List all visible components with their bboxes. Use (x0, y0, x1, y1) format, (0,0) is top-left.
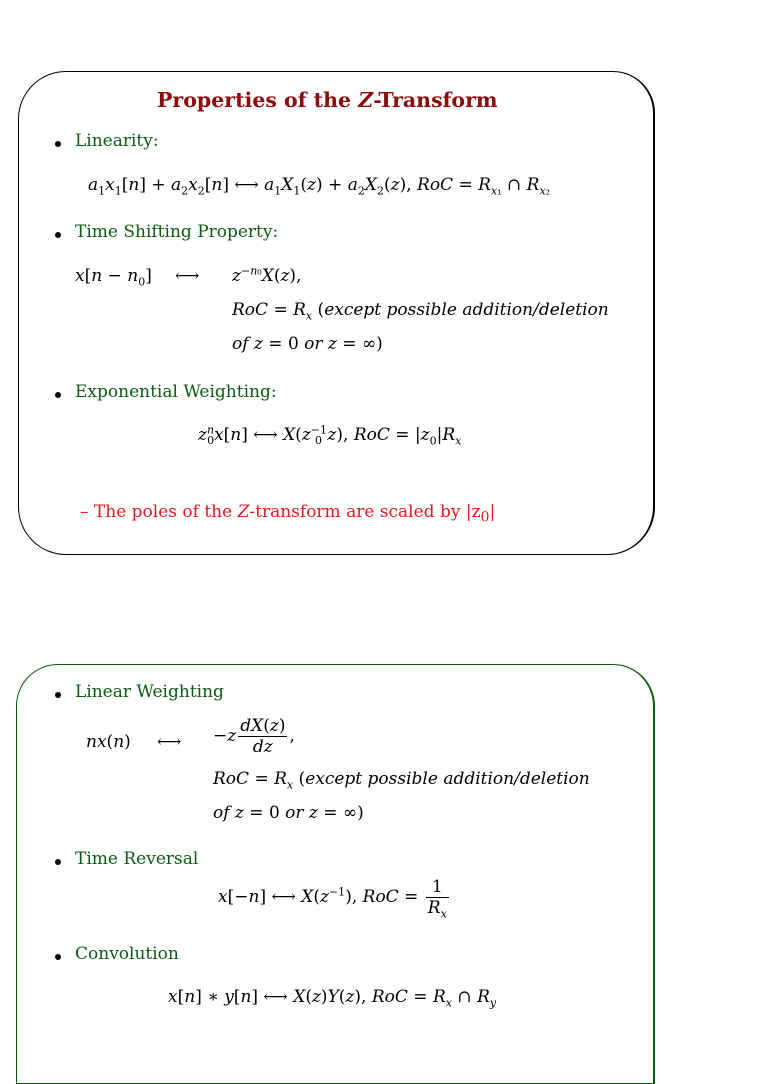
linearity-formula: $a_1x_1[n] + a_2x_2[n]$ ⟷ $a_1X_1(z) + a_2X_2(z)$, RoC = $R_{x_1}$ ∩ $R_{x_2}$ (88, 175, 551, 198)
bullet-dot (55, 859, 61, 865)
linear-weighting-rhs-1: −z $\frac{dX(z)}{dz}$ , (213, 716, 295, 757)
time-shift-label: Time Shifting Property: (75, 222, 279, 242)
time-reversal-formula: x[−n] ⟷ $X(z^{-1})$, RoC = $\frac{1}{R_x}$ (218, 877, 447, 921)
convolution-label: Convolution (75, 944, 179, 964)
linear-weighting-label: Linear Weighting (75, 682, 224, 702)
exp-weighting-formula: $z^n_0x[n]$ ⟷ $X(z^{-1}_0$ z), RoC = $|z_0|R_x$ (198, 423, 462, 448)
time-shift-rhs-1: $z^{-n_0}X(z)$, (232, 264, 302, 286)
convolution-formula: x[n] ∗ y[n] ⟷ X(z)Y(z), RoC = $R_x$ ∩ $R_y$ (168, 987, 497, 1010)
time-shift-lhs: $x[n - n_0]$ (75, 266, 152, 289)
slide-title: Properties of the Z-Transform (157, 88, 498, 112)
linear-weighting-lhs: nx(n) (86, 732, 131, 752)
bullet-dot (55, 392, 61, 398)
linear-weighting-arrow: ⟷ (157, 732, 182, 752)
bullet-dot (55, 141, 61, 147)
time-shift-rhs-3: of z = 0 or z = ∞) (232, 334, 383, 354)
time-shift-arrow: ⟷ (175, 266, 200, 286)
linear-weighting-rhs-2: RoC = $R_x$ (except possible addition/deletion (213, 769, 590, 792)
linearity-label: Linearity: (75, 131, 159, 151)
bullet-dot (55, 692, 61, 698)
bullet-dot (55, 954, 61, 960)
time-shift-rhs-2: RoC = $R_x$ (except possible addition/deletion (232, 300, 609, 323)
bullet-dot (55, 232, 61, 238)
slide-2-frame (16, 664, 655, 1084)
exp-weighting-label: Exponential Weighting: (75, 382, 277, 402)
poles-note: – The poles of the Z-transform are scaled by $|z_0|$ (80, 502, 496, 526)
time-reversal-label: Time Reversal (75, 849, 199, 869)
linear-weighting-rhs-3: of z = 0 or z = ∞) (213, 803, 364, 823)
